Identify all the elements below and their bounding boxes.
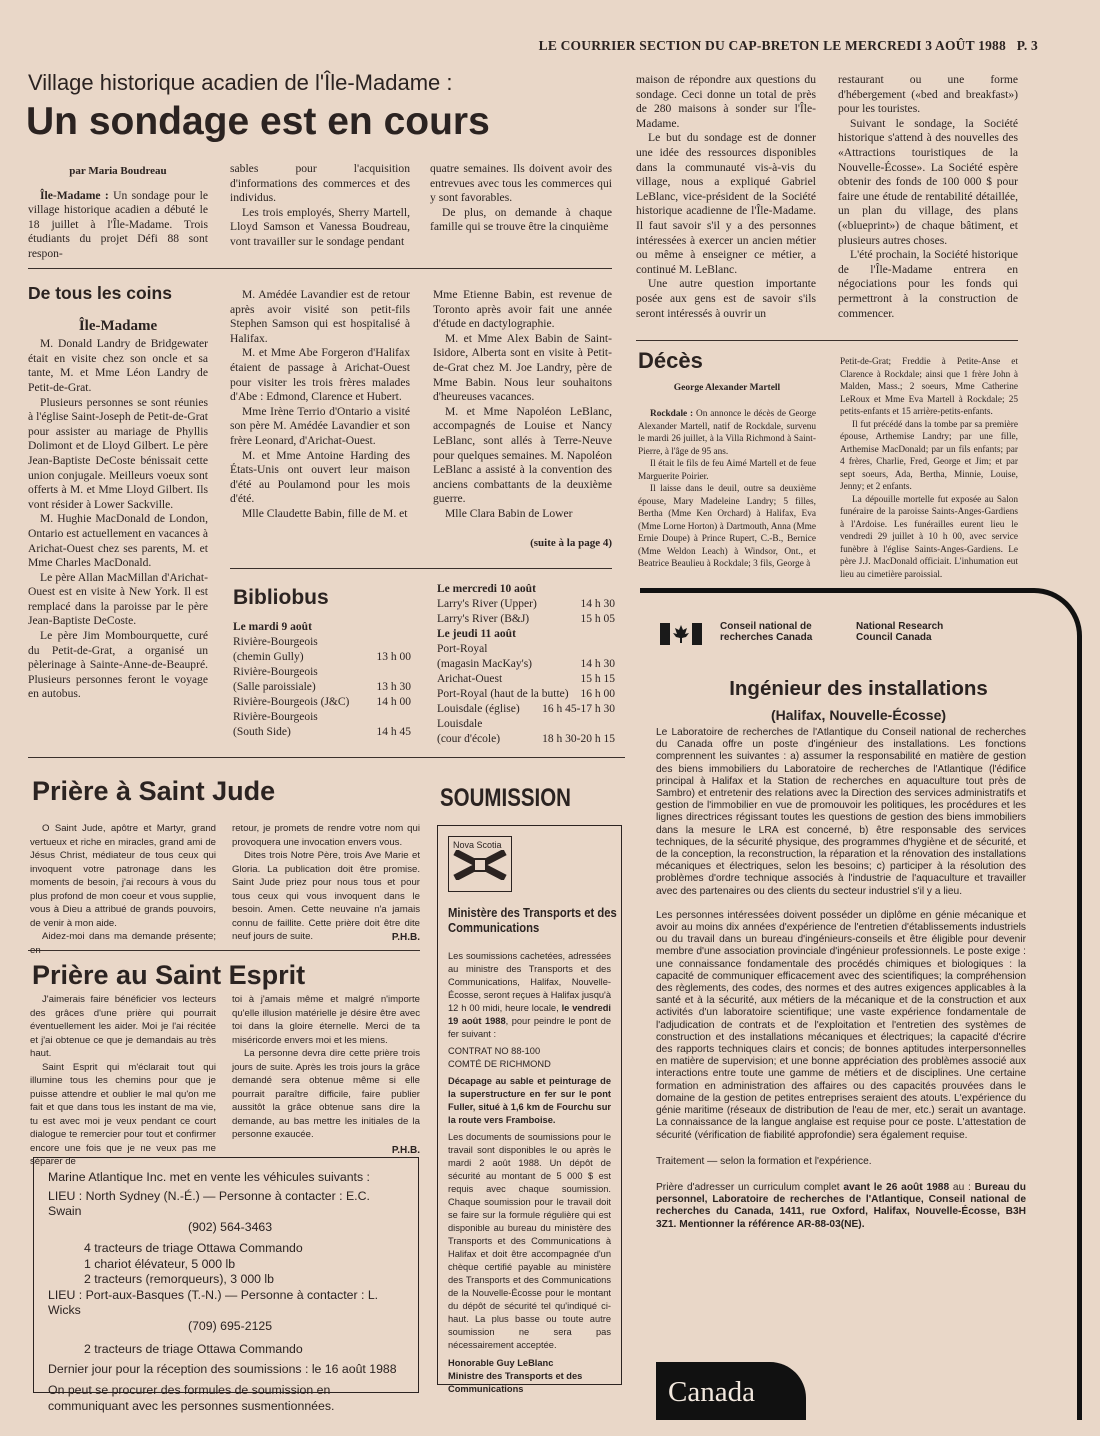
paragraph-list [30,993,216,1169]
phone-2: (709) 695-2125 [188,1318,273,1333]
signature: P.H.B. [391,1144,420,1156]
conditions: Les documents de soumissions pour le travail sont disponibles le ou après le mardi 2 août 1988. Un dépôt de sécurité au montant de 5 000 $ est requis avec chaque soumission. Chaque soumission pour le travail doit se faire sur la formule régulière qui est disponible au bureau du ministère des Transports et des Communications à Halifax et doit être accompagnée d'un chèque certifié payable au ministère des Transports et des Communications de la Nouvelle-Écosse pour le montant du dépôt de sécurité tel qu'indiqué ci-haut. La plus basse ou toute autre soumission ne sera pas nécessairement acceptée. [448,1132,611,1350]
stop-detail: (magasin MacKay's) [437,658,532,670]
salary: Traitement — selon la formation et l'expérience. [656,1155,872,1167]
stop-place: Rivière-Bourgeois [233,666,318,678]
paragraph: L'été prochain, la Société historique de l'Île-Madame entrera en négociations pour les fonds qui permettront à la construction de commencer. [838,248,1018,320]
address: Bureau du personnel, Laboratoire de recherches de l'Atlantique, Conseil national de recherches du Canada, 1411, rue Oxford, Halifax, Nouvelle-Écosse, B3H 3Z1. Mentionner la référence AR-88-03(NE). [656,1181,1026,1230]
schedule-list [233,635,411,740]
stop-time: 13 h 30 [376,681,411,693]
schedule-day: Le jeudi 11 août [437,628,516,640]
schedule-stop [437,672,615,687]
esprit-col-2 [232,993,420,1157]
paragraph: M. Hughie MacDonald de London, Ontario est actuellement en vacances à Arichat-Ouest chez ses parents, M. et Mme Charles MacDonald. [28,512,208,570]
schedule-day: Le mercredi 10 août [437,583,536,595]
lead-in: Rockdale : [650,409,694,419]
paragraph: M. et Mme Abe Forgeron d'Halifax étaient de passage à Arichat-Ouest pour visiter les trois frères malades d'Abe : Edmond, Clarence et Hubert. [230,346,410,404]
stop-time: 16 h 45-17 h 30 [542,703,615,715]
paragraph: Une autre question importante posée aux gens est de savoir s'ils seront intéressés à ouvrir un [636,277,816,320]
section-subheading: Île-Madame [78,317,158,334]
deadline-date: le vendredi 19 août 1988 [448,1003,611,1026]
location-1: LIEU : North Sydney (N.-É.) — Personne à contacter : E.C. Swain [48,1188,370,1218]
list-item: 2 tracteurs de triage Ottawa Commando [84,1342,303,1356]
paragraph: O Saint Jude, apôtre et Martyr, grand vertueux et riche en miracles, grand ami de Jésus Christ, médiateur de tous ceux qui invoquent votre patronage dans les moments de besoin, j'ai recours à vous du plus profond de mon coeur et vous supplie, vous à Dieu a attribué de grands pouvoirs, de venir à mon aide. [30,823,216,929]
paragraph: Saint Esprit qui m'éclarait tout qui illumine tous les chemins pour que je puisse attendre et oublier le mal qu'on me fait et que dans tous les instant de ma vie, tu est avec moi je veux pendant ce court dialogue te remercier pour tout et confirmer encore une fois que je ne veux pas me séparer de [30,1061,216,1167]
divider [28,950,420,951]
paragraph-list [232,993,420,1142]
paragraph [638,408,816,458]
paragraph-list [430,162,612,235]
schedule-stop [437,687,615,702]
paragraph-list [30,822,216,957]
paragraph: retour, je promets de rendre votre nom qui provoquera une invocation envers vous. [232,823,420,848]
stop-time: 14 h 30 [580,598,615,610]
paragraph-list [838,73,1018,321]
paragraph: restaurant ou une forme d'hébergement («bed and breakfast») pour les touristes. [838,73,1018,116]
text: , pour peindre le pont de fer suivant : [448,1016,611,1039]
paragraph: Le but du sondage est de donner une idée des ressources disponibles dans la communauté vis-à-vis du village, nous a expliqué Gabriel LeBlanc, vice-président de la Société historique acadienne de l'Île-Madame. Il faut savoir s'il y a des personnes intéressées à exercer un ancien métier ou même à enseigner ce métier, a continué M. LeBlanc. [636,131,816,276]
deadline: avant le 26 août 1988 [843,1181,950,1193]
paragraph: Il était le fils de feu Aimé Martell et de feue Marguerite Poirier. [638,459,816,482]
deces-col-2 [840,356,1018,581]
schedule-day: Le mardi 9 août [233,621,312,633]
paragraph: Il fut précédé dans la tombe par sa première épouse, Arthemise Landry; par une fille, Arthemise MacDonald; par un fils enfants; par 4 frères, Charlie, Fred, George et Jim; et par sept soeurs, Ada, Bertha, Minnie, Louise, Jenny; et 2 enfants. [840,419,1018,492]
nrc-logo-french: Conseil national de recherches Canada [720,621,813,643]
soumission-box [437,825,622,1394]
deces-col-1 [638,348,816,571]
section-heading: De tous les coins [28,283,172,303]
list-item: 2 tracteurs (remorqueurs), 3 000 lb [84,1272,275,1286]
schedule-stop [233,635,411,665]
schedule-stop [233,710,411,740]
sondage-col-1 [28,162,208,262]
schedule-stop [437,642,615,672]
work-description: Décapage au sable et peinturage de la superstructure en fer sur le pont Fuller, situé à 1,6 km de Fourchu sur la route vers Framboise. [448,1076,611,1125]
sondage-col-4 [636,73,816,321]
paragraph-list [48,1342,404,1358]
stop-place: Larry's River (B&J) [437,613,530,625]
paragraph-list [48,1241,404,1288]
stop-place: Port-Royal [437,643,488,655]
section-heading: SOUMISSION [440,784,571,812]
esprit-col-1 [30,993,216,1169]
stop-time: 14 h 45 [376,726,411,738]
schedule-stop [437,597,615,612]
paragraph-list [840,356,1018,581]
paragraph: Aidez-moi dans ma demande présente; en [30,931,216,956]
section-heading: Décès [638,348,703,373]
masthead [539,38,1038,54]
sondage-col-5 [838,73,1018,321]
schedule-stop [437,702,615,717]
schedule-list [437,597,615,627]
paragraph [28,189,208,262]
stop-place: Louisdale [437,718,483,730]
paragraph-text: On annonce le décès de George Alexander Martell, natif de Rockdale, survenu le mardi 26 juillet, à la Villa Richmond à Saint-Pierre, à l'âge de 95 ans. [638,409,816,457]
lead-in: Île-Madame : [40,188,109,202]
paragraph: Petit-de-Grat; Freddie à Petite-Anse et Clarence à Rockdale; ainsi que 1 frère John à Malden, Mass.; 2 soeurs, Mme Catherine LeRoux et Mme Eva Martell à Rockdale; 25 petits-enfants et 15 arrière-petits-enfants. [840,357,1018,417]
paragraph: Le père Allan MacMillan d'Arichat-Ouest est en visite à New York. Il est remplacé dans la paroisse par le père Jean-Baptiste DeCoste. [28,570,208,628]
notice-intro: Marine Atlantique Inc. met en vente les véhicules suivants : [48,1170,370,1184]
jude-col-1 [30,822,216,957]
paragraph: M. et Mme Napoléon LeBlanc, accompagnés de Louise et Nancy LeBlanc, sont allés à Terre-Neuve pour quelques semaines. M. Napoléon LeBlanc a assisté à la convention des anciens combattants de la deuxième guerre. [433,404,612,506]
stop-time: 15 h 05 [580,613,615,625]
paragraph: La personne devra dire cette prière trois jours de suite. Après les trois jours la grâce demandé sera obtenue même si elle pourrait paraître difficile, faire publier aussitôt la grâce obtenue sans dire la demande, au bas mettre les initiales de la personne exaucée. [232,1048,420,1140]
paragraph-list [638,408,816,571]
paragraph: Mme Etienne Babin, est revenue de Toronto après avoir fait une année d'étude en dactylographie. [433,288,612,331]
marine-atlantique-notice [33,1157,419,1413]
stop-detail: (Salle paroissiale) [233,681,316,693]
paragraph: toi à j'amais même et malgré n'importe qu'elle illusion matérielle je désire être avec toi dans la gloire éternelle. Merci de ta miséricorde envers moi et les miens. [232,994,420,1046]
coins-col-2 [230,288,410,522]
article-kicker: Village historique acadien de l'Île-Madame : [28,70,453,95]
paragraph: maison de répondre aux questions du sondage. Ceci donne un total de près de 280 maisons à sonder sur l'Île-Madame. [636,73,816,130]
paragraph: quatre semaines. Ils doivent avoir des entrevues avec tous les commerces qui y sont favorables. [430,162,612,205]
divider [230,568,612,569]
article-headline: Un sondage est en cours [26,100,490,143]
paragraph: Le père Jim Mombourquette, curé du Petit-de-Grat, a organisé un pèlerinage à Sainte-Anne-de-Beaupré. Plusieurs personnes feront le voyage en autobus. [28,629,208,701]
stop-place: Rivière-Bourgeois (J&C) [233,696,350,708]
stop-time: 13 h 00 [376,651,411,663]
paragraph: Dites trois Notre Père, trois Ave Marie et Gloria. La publication doit être promise. Saint Jude priez pour nous tous et pour tous ceux qui vous invoquent dans le besoin. Amen. Cette neuvaine n'a jamais connu de faillite. Cette prière doit être dite neuf jours de suite. [232,850,420,942]
job-description [656,727,1026,1231]
byline: par Maria Boudreau [69,165,167,177]
location-2: LIEU : Port-aux-Basques (T.-N.) — Personne à contacter : L. Wicks [48,1287,379,1317]
stop-detail: (cour d'école) [437,733,501,745]
paragraph: La dépouille mortelle fut exposée au Salon funéraire de la paroisse Saints-Anges-Gardiens à l'Ardoise. Les funérailles eurent lieu le vendredi 29 juillet à 10 h 00, avec service funèbre à l'église Saints-Anges-Gardiens. Le père J.J. MacDonald officiait. L'inhumation eut lieu au cimetière paroissial. [840,494,1018,580]
ministry-name: Ministère des Transports et des Communications [448,906,617,935]
signature: P.H.B. [391,931,420,943]
stop-place: Louisdale (église) [437,703,520,715]
job-location: (Halifax, Nouvelle-Écosse) [770,707,947,723]
stop-time: 14 h 30 [580,658,615,670]
paragraph: Mlle Clara Babin de Lower [445,506,573,520]
requirements: Les personnes intéressées doivent posséder un diplôme en génie mécanique et avoir au moins dix années d'expérience de l'entretien d'établissements industriels ou du travail dans un bureau d'ingénieurs-conseils et être éligible pour devenir membre d'une association provinciale d'ingénieur professionnels. Le poste exige : une connaissance fondamentale des procédés chimiques et biologiques : la capacité de communiquer efficacement avec des scientifiques; la compréhension des règlements, des codes, des normes et des autres exigences applicables à la santé et à la sécurité, aux métiers de la mécanique et de la construction et aux activités d'un laboratoire scientifique; une vaste expérience fondamentale de l'adjudication de contrats et de l'exploitation et l'entretien des systèmes de construction et des installations mécaniques et électriques; la capacité d'écrire des rapports techniques clairs et concis; de bonnes aptitudes interpersonnelles en matière de supervision; et une bonne appréciation des problèmes associé aux interactions entre toute une gamme de métiers et de disciplines. Une certaine formation en administration des affaires ou des capacités prouvées dans le domaine de la gestion de petites entreprises seraient des atouts. L'expérience du génie maritime (réseaux de distribution de l'eau de mer, etc.) serait un avantage. La connaissance de la langue anglaise est requise pour ce poste. L'attestation de sécurité (vérification de fiabilité approfondie) sera également requise. [656,909,1026,1141]
deadline: Dernier jour pour la réception des soumissions : le 16 août 1988 [48,1361,397,1376]
divider [28,268,612,269]
phone-1: (902) 564-3463 [188,1219,273,1234]
paragraph-text: Un sondage pour le village historique acadien a débuté le 18 juillet à l'Île-Madame. Trois étudiants du projet Défi 88 sont respon- [28,188,209,260]
paragraph: sables pour l'acquisition d'informations des commerces et des individus. [230,162,410,205]
paragraph: M. et Mme Antoine Harding des États-Unis ont ouvert leur maison d'été au Poulamond pour les mois d'été. [230,448,410,506]
paragraph: Plusieurs personnes se sont réunies à l'église Saint-Joseph de Petit-de-Grat pour assister au mariage de Phyllis Dolimont et de Lloyd Gilbert. Le père Jean-Baptiste DeCoste bénissait cette union conjugale. Meilleurs voeux sont offerts à M. et Mme Lloyd Gilbert. Ils vont résider à Lower Sackville. [28,395,208,511]
deceased-name: George Alexander Martell [673,382,781,393]
paragraph: M. Donald Landry de Bridgewater était en visite chez son oncle et sa tante, M. et Mme Léon Landry de Petit-de-Grat. [28,337,208,394]
stop-time: 15 h 15 [580,673,615,685]
paragraph: Suivant le sondage, la Société historique s'attend à des nouvelles des «Attractions touristiques de la Nouvelle-Écosse». La Société espère obtenir des fonds de 100 000 $ pour faire une étude de rentabilité détaillée, un plan du village, des plans («blueprint») de chaque bâtiment, et plusieurs autres choses. [838,116,1018,247]
divider [636,340,1018,341]
coins-col-1 [28,283,208,702]
text: au : [949,1181,975,1193]
page-number: P. 3 [1016,38,1038,53]
bibliobus-col-1 [233,586,411,740]
nova-scotia-logo [448,836,512,892]
continued-note[interactable]: (suite à la page 4) [530,536,612,549]
sondage-col-2 [230,162,410,250]
contract-number: CONTRAT NO 88-100 [448,1046,541,1056]
nrc-logo-english: National Research Council Canada [856,621,944,643]
bibliobus-col-2 [437,582,615,747]
paragraph: Il laisse dans le deuil, outre sa deuxième épouse, Mary Madeleine Landry; 5 filles, Bertha (Mme Ken Orchard) à Halifax, Eva (Mme Lorne Horton) à Dartmouth, Anna (Mme Ernie Doupe) à Prince Rupert, C.-B., Bernice (Mme Weldon Leach) à Windsor, Ont., et Beatrice Beaulieu à Rockdale; 3 fils, George à [638,484,816,569]
stop-detail: (South Side) [233,726,291,738]
paragraph-list [230,288,410,522]
paragraph: De plus, on demande à chaque famille qui se trouve être la cinquième [430,205,612,234]
logo-text: Nova Scotia [453,840,502,850]
signer-title: Ministre des Transports et des Communications [448,1371,583,1394]
wordmark-text: Canada [668,1376,755,1408]
section-heading: Bibliobus [233,586,329,609]
paragraph: Mme Irène Terrio d'Ontario a visité son père M. Amédée Lavandier et son frère Leonard, d'Arichat-Ouest. [230,404,410,447]
text: Les soumissions cachetées, adressées au ministre des Transports et des Communications, Halifax, Nouvelle-Écosse, seront reçues à Halifax jusqu'à 12 h 00 midi, heure locale, [448,951,611,1013]
stop-place: Port-Royal (haut de la butte) [437,688,569,700]
schedule-stop [233,665,411,695]
paragraph-list [230,162,410,250]
canada-wordmark [656,1362,806,1420]
schedule-stop [437,612,615,627]
paragraph: Les trois employés, Sherry Martell, Lloyd Samson et Vanessa Boudreau, vont travailler sur le sondage pendant [230,205,410,248]
canada-flag-icon [660,623,702,645]
paragraph-list [28,337,208,702]
stop-time: 14 h 00 [376,696,411,708]
schedule-stop [437,717,615,747]
stop-time: 18 h 30-20 h 15 [542,733,615,745]
duties: Le Laboratoire de recherches de l'Atlantique du Conseil national de recherches du Canada offre un poste d'ingénieur des installations. Les fonctions comprennent les suivantes : a) assumer la responsabilité en matière de gestion des biens immobiliers du Laboratoire de recherches de l'Atlantique (l'édifice principal à Halifax et la Station de recherches en aquaculture tout près de Sambro) et entretenir des relations avec la Direction des services administratifs et gestion de l'immobilier en vue de promouvoir les politiques, les procédures et les lignes directrices régissant toutes les questions de gestion des biens immobiliers dans la mesure le LRA est concerné, b) être responsable des services techniques, de la sécurité physique, des programmes d'hygiène et de sécurité, et de la conception, la reconstruction, la réparation et la rénovation des installations mécaniques et électriques, selon les besoins; c) participer à la résolution des problèmes d'ordre technique associés à l'industrie de l'aquaculture et travailler avec des partenaires ou des clients du secteur industriel s'il y a lieu. [656,727,1026,897]
coins-col-3 [433,288,612,550]
text: Prière d'adresser un curriculum complet [656,1181,844,1193]
stop-detail: (chemin Gully) [233,651,304,663]
paragraph: M. et Mme Alex Babin de Saint-Isidore, Alberta sont en visite à Petit-de-Grat chez M. Joe Landry, père de Mme Babin. Nous leur souhaitons d'heureuses vacances. [433,331,612,404]
section-heading: Prière à Saint Jude [32,776,276,806]
stop-place: Larry's River (Upper) [437,598,537,610]
paragraph: J'aimerais faire bénéficier vos lecteurs des grâces d'une prière qui pourrait éventuellement les aider. Moi je l'ai récitée et j'ai obtenue ce que je demandais au très haut. [30,994,216,1059]
stop-place: Rivière-Bourgeois [233,636,318,648]
nrc-job-ad [640,588,1082,1420]
signer: Honorable Guy LeBlanc [448,1358,554,1368]
schedule-list [437,642,615,747]
job-title: Ingénieur des installations [729,677,988,700]
soumission-text [448,950,611,1396]
paragraph-list [433,288,612,522]
paragraph: Mlle Claudette Babin, fille de M. et [242,506,408,520]
paragraph-list [232,822,420,944]
nova-scotia-flag-icon [453,850,507,880]
section-heading: Prière au Saint Esprit [32,960,306,990]
list-item: 1 chariot élévateur, 5 000 lb [84,1256,236,1271]
paragraph-list [28,189,208,262]
divider [28,757,625,758]
paragraph: M. Amédée Lavandier est de retour après avoir visité son petit-fils Stephen Samson qui est hospitalisé à Halifax. [230,288,410,345]
list-item: 4 tracteurs de triage Ottawa Commando [84,1241,303,1255]
paragraph-list [636,73,816,321]
stop-place: Arichat-Ouest [437,673,503,685]
masthead-text: LE COURRIER SECTION DU CAP-BRETON LE MERCREDI 3 AOÛT 1988 [538,38,1006,53]
stop-time: 16 h 00 [580,688,615,700]
stop-place: Rivière-Bourgeois [233,711,318,723]
sondage-col-3 [430,162,612,235]
closing: On peut se procurer des formules de soumission en communiquant avec les personnes susmentionnées. [48,1383,335,1413]
county: COMTÉ DE RICHMOND [448,1059,551,1069]
jude-col-2 [232,822,420,944]
schedule-stop [233,695,411,710]
